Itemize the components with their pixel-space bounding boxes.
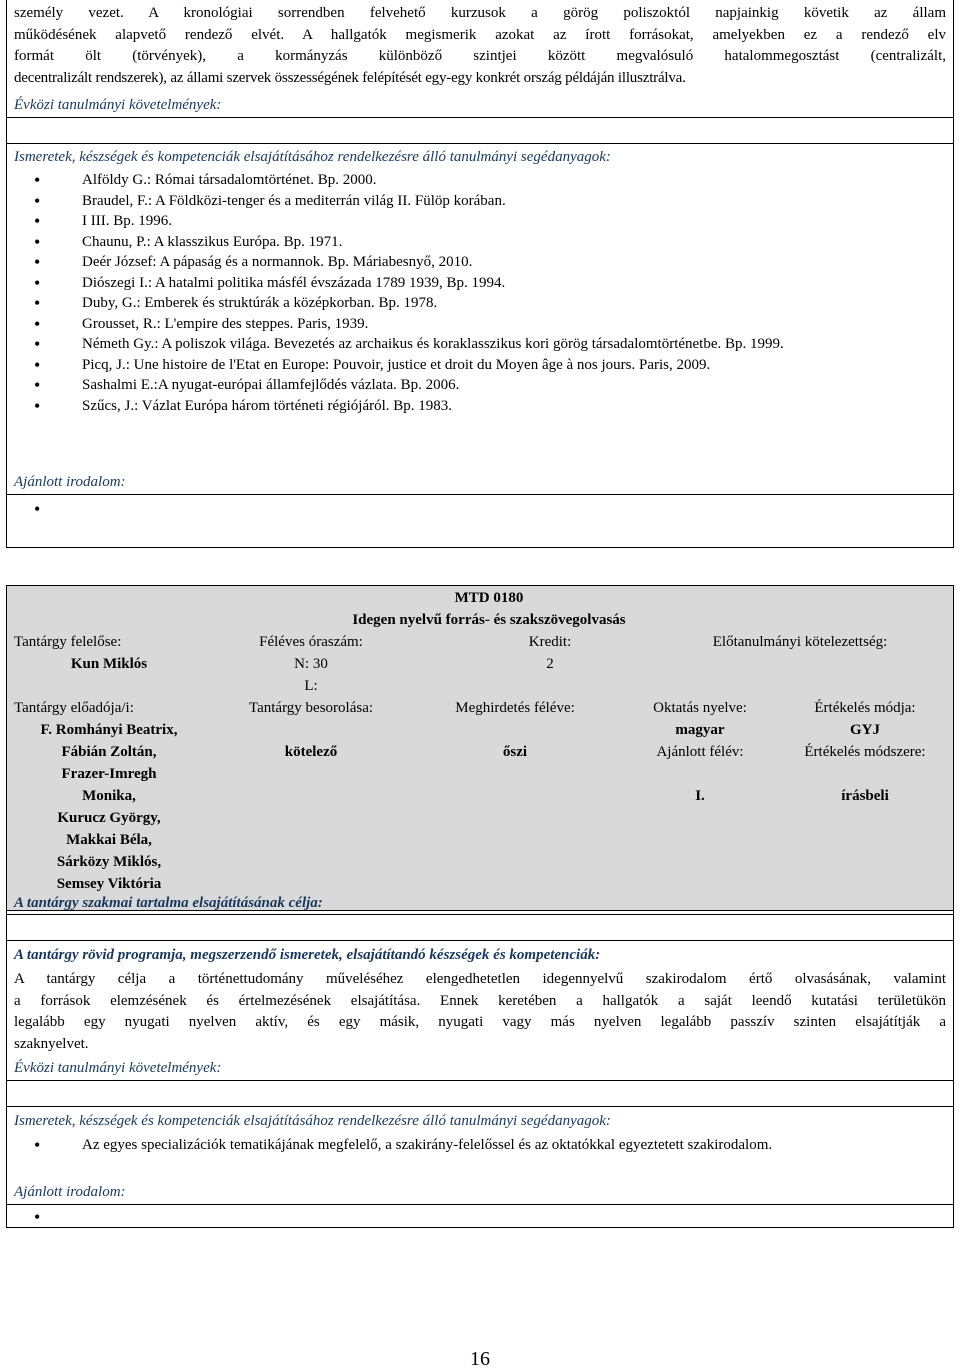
bibliography-list [14,170,946,416]
eloado-line: Makkai Béla, [66,832,152,848]
list-item: • Picq, J.: Une histoire de l'Etat en Europe: Pouvoir, justice et droit du Moyen âge à nos jours. Paris, 2009. [14,355,946,376]
list-item: • Diószegi I.: A hatalmi politika másfél évszázada 1789 1939, Bp. 1994. [14,273,946,294]
list-item: • Grousset, R.: L'empire des steppes. Paris, 1939. [14,314,946,335]
list-item: • Németh Gy.: A poliszok világa. Bevezetés az archaikus és koraklasszikus kori görög társadalomtörténetbe. Bp. 1999. [14,334,946,355]
kredit-label: Kredit: [528,634,572,650]
empty-bullet: • [34,1207,41,1227]
list-item: • Duby, G.: Emberek és struktúrák a középkorban. Bp. 1978. [14,293,946,314]
list-item: • Deér József: A pápaság és a normannok. Bp. Máriabesnyő, 2010. [14,252,946,273]
eloado-line: Monika, [82,788,136,804]
ertekeles-modszere-value: írásbeli [841,788,889,804]
oraszam-n: N: 30 [294,656,328,672]
program-line: legalább egy nyugati nyelven aktív, és egy másik, nyugati vagy más nyelven legalább passzív szinten elsajátítják a [14,1014,946,1030]
program-line: A tantárgy célja a történettudomány műveléséhez elengedhetetlen idegennyelvű szakirodalom értő olvasásának, valamint [14,971,946,987]
meghirdetes-label: Meghirdetés féléve: [455,700,575,716]
ajanlott-felev-label: Ajánlott félév: [656,744,744,760]
program-line: szaknyelvet. [14,1035,89,1052]
evkozi-label: Évközi tanulmányi követelmények: [14,97,222,113]
intro-paragraph [14,3,946,89]
intro-line: decentralizált rendszerek), az állami szervek összességének felépítését egy-egy konkrét ország példáján illusztrálva. [14,69,686,86]
eloado-line: Sárközy Miklós, [56,854,162,870]
eloado-line: Frazer-Imregh [61,766,157,782]
ajanlott-label-2: Ajánlott irodalom: [14,1184,126,1200]
empty-bullet: • [34,499,41,519]
felelos-value: Kun Miklós [70,656,148,672]
list-item: • Szűcs, J.: Vázlat Európa három történeti régiójáról. Bp. 1983. [14,396,946,417]
ertekeles-modja-label: Értékelés módja: [814,700,916,716]
ismeretek-list [14,1135,946,1156]
nyelv-label: Oktatás nyelve: [653,700,747,716]
list-item: • Sashalmi E.:A nyugat-európai államfejlődés vázlata. Bp. 2006. [14,375,946,396]
eloado-line: Kurucz György, [57,810,161,826]
meghirdetes-value: őszi [502,744,528,760]
intro-line: működésének alapvető rendező elvét. A hallgatók megismerik azokat az írott forrásokat, amelyekben ez a rendező elv [14,26,946,43]
besorolas-value: kötelező [284,744,338,760]
intro-line: személy vezet. A kronológiai sorrendben felvehető kurzusok a görög poliszoktól napjainkig követik az állam [14,5,946,21]
row-divider [6,117,954,118]
list-item: • I III. Bp. 1996. [14,211,946,232]
row-divider [6,940,954,941]
list-item: • Chaunu, P.: A klasszikus Európa. Bp. 1971. [14,232,946,253]
eloado-list [6,719,212,895]
besorolas-label: Tantárgy besorolása: [248,700,374,716]
ertekeles-modszere-label: Értékelés módszere: [804,744,926,760]
row-divider [6,1204,954,1205]
elotan-label: Előtanulmányi kötelezettség: [712,634,888,650]
course-title: Idegen nyelvű forrás- és szakszövegolvasás [352,612,626,628]
row-divider [6,1080,954,1081]
eloado-line: Fábián Zoltán, [61,744,157,760]
program-paragraph [14,969,946,1055]
eloado-label: Tantárgy előadója/i: [14,700,134,716]
program-label: A tantárgy rövid programja, megszerzendő ismeretek, elsajátítandó készségek és kompetenciák: [14,947,601,963]
page-number: 16 [470,1348,490,1370]
ajanlott-felev-value: I. [695,788,705,804]
list-item: • Az egyes specializációk tematikájának megfelelő, a szakirány-felelőssel és az oktatókkal egyeztetett szakirodalom. [14,1135,946,1156]
eloado-line: Semsey Viktória [56,876,162,892]
list-item: • Alföldy G.: Római társadalomtörténet. Bp. 2000. [14,170,946,191]
ismeretek-label-2: Ismeretek, készségek és kompetenciák elsajátításához rendelkezésre álló tanulmányi segédanyagok: [14,1113,611,1129]
ismeretek-label: Ismeretek, készségek és kompetenciák elsajátításához rendelkezésre álló tanulmányi segédanyagok: [14,149,611,165]
row-divider [6,494,954,495]
eloado-line: F. Romhányi Beatrix, [40,722,178,738]
row-divider [6,1106,954,1107]
oraszam-l: L: [304,678,318,694]
celja-label: A tantárgy szakmai tartalma elsajátításának célja: [14,895,323,911]
row-divider [6,914,954,915]
row-divider [6,143,954,144]
ajanlott-label: Ajánlott irodalom: [14,474,126,490]
felelos-label: Tantárgy felelőse: [14,634,122,650]
course-code: MTD 0180 [454,590,524,606]
evkozi-label-2: Évközi tanulmányi követelmények: [14,1060,222,1076]
ertekeles-modja-value: GYJ [850,722,880,738]
oraszam-label: Féléves óraszám: [259,634,363,650]
nyelv-value: magyar [675,722,725,738]
program-line: a források elemzésének és értelmezésének elsajátítása. Ennek keretében a hallgatók a saját leendő kutatási területükön [14,992,946,1009]
list-item: • Braudel, F.: A Földközi-tenger és a mediterrán világ II. Fülöp korában. [14,191,946,212]
intro-line: formát ölt (törvények), a kormányzás különböző szintjei között megvalósuló hatalommegosztást (centralizált, [14,48,946,64]
kredit-value: 2 [546,656,554,672]
